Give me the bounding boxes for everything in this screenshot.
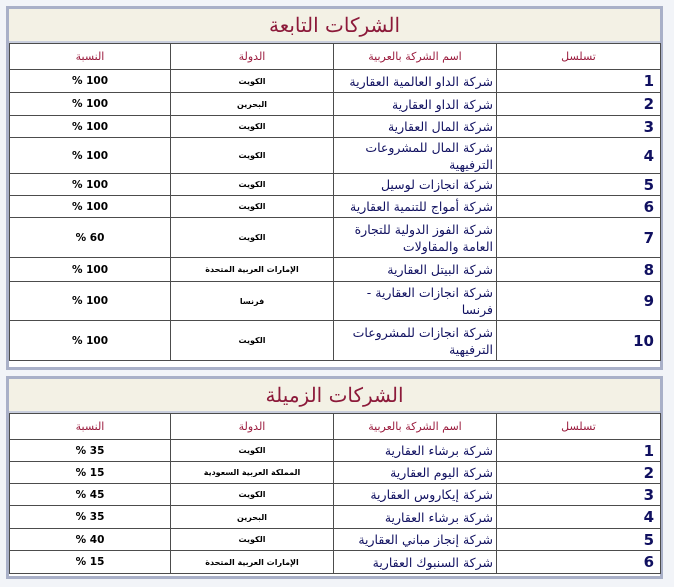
row-share: 100 %: [10, 258, 171, 282]
row-company-name: شركة البيتل العقارية: [334, 258, 497, 282]
row-seq: 6: [497, 551, 661, 574]
row-company-name: شركة إنجاز مباني العقارية: [334, 529, 497, 551]
row-company-name: شركة أمواج للتنمية العقارية: [334, 196, 497, 218]
table-row: [10, 138, 661, 174]
row-share: 15 %: [10, 462, 171, 484]
table-header-row: [10, 44, 661, 70]
row-company-name: شركة اليوم العقارية: [334, 462, 497, 484]
row-seq: 10: [497, 321, 661, 361]
row-country: الكويت: [171, 321, 334, 361]
row-share: 100 %: [10, 93, 171, 116]
row-seq: 6: [497, 196, 661, 218]
table-row: [10, 93, 661, 116]
associates-panel: [6, 376, 663, 579]
row-share: 35 %: [10, 506, 171, 529]
table-row: [10, 70, 661, 93]
row-seq: 5: [497, 174, 661, 196]
row-company-name: شركة انجازات العقارية - فرنسا: [334, 282, 497, 321]
row-share: 100 %: [10, 116, 171, 138]
associates-table: [9, 413, 661, 574]
row-country: الكويت: [171, 440, 334, 462]
row-company-name: شركة السنبوك العقارية: [334, 551, 497, 574]
row-share: 100 %: [10, 196, 171, 218]
row-seq: 8: [497, 258, 661, 282]
header-share: النسبة: [10, 414, 171, 440]
header-share: النسبة: [10, 44, 171, 70]
row-country: البحرين: [171, 506, 334, 529]
table-header-row: [10, 414, 661, 440]
row-share: 100 %: [10, 321, 171, 361]
row-share: 35 %: [10, 440, 171, 462]
row-country: الكويت: [171, 70, 334, 93]
table-row: [10, 116, 661, 138]
table-row: [10, 440, 661, 462]
row-share: 45 %: [10, 484, 171, 506]
row-share: 100 %: [10, 138, 171, 174]
row-seq: 1: [497, 70, 661, 93]
table-row: [10, 462, 661, 484]
row-seq: 4: [497, 506, 661, 529]
header-country: الدولة: [171, 414, 334, 440]
row-company-name: شركة برشاء العقارية: [334, 506, 497, 529]
table-row: [10, 506, 661, 529]
row-country: الكويت: [171, 174, 334, 196]
associates-rows: [10, 440, 661, 574]
row-country: الكويت: [171, 529, 334, 551]
row-company-name: شركة المال العقارية: [334, 116, 497, 138]
row-country: الكويت: [171, 116, 334, 138]
header-name: اسم الشركة بالعربية: [334, 44, 497, 70]
subsidiaries-rows: [10, 70, 661, 361]
row-company-name: شركة المال للمشروعات الترفيهية: [334, 138, 497, 174]
subsidiaries-title: الشركات التابعة: [9, 9, 660, 43]
row-company-name: شركة الفوز الدولية للتجارة العامة والمقاولات: [334, 218, 497, 258]
row-seq: 9: [497, 282, 661, 321]
row-country: الإمارات العربية المتحدة: [171, 258, 334, 282]
header-seq: تسلسل: [497, 414, 661, 440]
row-country: الكويت: [171, 484, 334, 506]
row-seq: 4: [497, 138, 661, 174]
row-country: الإمارات العربية المتحدة: [171, 551, 334, 574]
row-company-name: شركة الداو العقارية: [334, 93, 497, 116]
row-seq: 7: [497, 218, 661, 258]
table-row: [10, 484, 661, 506]
row-country: الكويت: [171, 196, 334, 218]
row-seq: 1: [497, 440, 661, 462]
table-row: [10, 321, 661, 361]
row-country: الكويت: [171, 138, 334, 174]
subsidiaries-panel: [6, 6, 663, 370]
row-share: 100 %: [10, 70, 171, 93]
table-row: [10, 258, 661, 282]
subsidiaries-table: [9, 43, 661, 361]
table-row: [10, 529, 661, 551]
associates-title: الشركات الزميلة: [9, 379, 660, 413]
row-seq: 3: [497, 116, 661, 138]
row-country: الكويت: [171, 218, 334, 258]
table-row: [10, 218, 661, 258]
table-row: [10, 174, 661, 196]
row-share: 100 %: [10, 174, 171, 196]
row-company-name: شركة برشاء العقارية: [334, 440, 497, 462]
row-share: 40 %: [10, 529, 171, 551]
row-share: 60 %: [10, 218, 171, 258]
header-seq: تسلسل: [497, 44, 661, 70]
row-share: 15 %: [10, 551, 171, 574]
table-row: [10, 551, 661, 574]
row-country: البحرين: [171, 93, 334, 116]
row-country: فرنسا: [171, 282, 334, 321]
row-seq: 2: [497, 93, 661, 116]
row-seq: 3: [497, 484, 661, 506]
row-company-name: شركة الداو العالمية العقارية: [334, 70, 497, 93]
header-name: اسم الشركة بالعربية: [334, 414, 497, 440]
row-share: 100 %: [10, 282, 171, 321]
table-row: [10, 282, 661, 321]
header-country: الدولة: [171, 44, 334, 70]
row-company-name: شركة إيكاروس العقارية: [334, 484, 497, 506]
row-company-name: شركة انجازات لوسيل: [334, 174, 497, 196]
table-row: [10, 196, 661, 218]
row-seq: 5: [497, 529, 661, 551]
row-company-name: شركة انجازات للمشروعات الترفيهية: [334, 321, 497, 361]
row-seq: 2: [497, 462, 661, 484]
row-country: المملكة العربية السعودية: [171, 462, 334, 484]
